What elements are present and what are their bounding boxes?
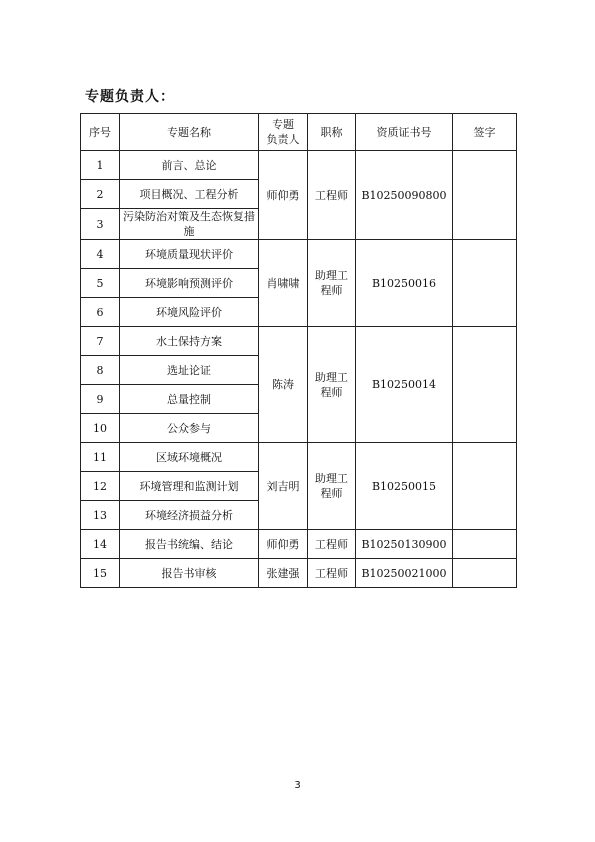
cell-no: 15: [81, 559, 120, 588]
page-number: 3: [294, 780, 301, 791]
cell-title: 工程师: [308, 151, 356, 240]
cell-no: 4: [81, 240, 120, 269]
cell-no: 10: [81, 414, 120, 443]
cell-topic: 环境管理和监测计划: [120, 472, 259, 501]
table-row: [81, 151, 517, 180]
table-body: [81, 151, 517, 588]
cell-topic: 公众参与: [120, 414, 259, 443]
cell-signature[interactable]: [453, 151, 517, 240]
cell-no: 6: [81, 298, 120, 327]
cell-person: 刘吉明: [259, 443, 308, 530]
cell-cert: B10250130900: [356, 530, 453, 559]
cell-title: 工程师: [308, 530, 356, 559]
cell-topic: 报告书审核: [120, 559, 259, 588]
cell-no: 12: [81, 472, 120, 501]
cell-signature[interactable]: [453, 327, 517, 443]
header-title: 职称: [308, 114, 356, 151]
cell-no: 14: [81, 530, 120, 559]
cell-cert: B10250015: [356, 443, 453, 530]
cell-cert: B10250090800: [356, 151, 453, 240]
cell-person: 肖啸啸: [259, 240, 308, 327]
cell-no: 8: [81, 356, 120, 385]
cell-person: 张建强: [259, 559, 308, 588]
cell-no: 13: [81, 501, 120, 530]
cell-topic: 总量控制: [120, 385, 259, 414]
cell-cert: B10250016: [356, 240, 453, 327]
cell-no: 3: [81, 209, 120, 240]
header-cert: 资质证书号: [356, 114, 453, 151]
roster-table: [80, 113, 517, 588]
cell-topic: 项目概况、工程分析: [120, 180, 259, 209]
cell-person: 师仰勇: [259, 151, 308, 240]
section-title: 专题负责人：: [85, 89, 175, 105]
header-person: 专题 负责人: [259, 114, 308, 151]
cell-signature[interactable]: [453, 443, 517, 530]
header-topic: 专题名称: [120, 114, 259, 151]
cell-topic: 环境风险评价: [120, 298, 259, 327]
cell-cert: B10250014: [356, 327, 453, 443]
cell-topic: 环境质量现状评价: [120, 240, 259, 269]
cell-person: 师仰勇: [259, 530, 308, 559]
table-row: [81, 559, 517, 588]
table-row: [81, 327, 517, 356]
table-row: [81, 240, 517, 269]
cell-title: 助理工程师: [308, 327, 356, 443]
cell-signature[interactable]: [453, 240, 517, 327]
cell-title: 工程师: [308, 559, 356, 588]
cell-topic: 环境影响预测评价: [120, 269, 259, 298]
cell-topic: 污染防治对策及生态恢复措施: [120, 209, 259, 240]
cell-no: 5: [81, 269, 120, 298]
cell-signature[interactable]: [453, 559, 517, 588]
cell-topic: 选址论证: [120, 356, 259, 385]
cell-topic: 水土保持方案: [120, 327, 259, 356]
cell-cert: B10250021000: [356, 559, 453, 588]
cell-signature[interactable]: [453, 530, 517, 559]
cell-no: 1: [81, 151, 120, 180]
cell-person: 陈涛: [259, 327, 308, 443]
cell-no: 2: [81, 180, 120, 209]
table-row: [81, 443, 517, 472]
header-signature: 签字: [453, 114, 517, 151]
cell-topic: 报告书统编、结论: [120, 530, 259, 559]
table-row: [81, 530, 517, 559]
cell-topic: 前言、总论: [120, 151, 259, 180]
cell-topic: 区域环境概况: [120, 443, 259, 472]
cell-title: 助理工程师: [308, 240, 356, 327]
header-no: 序号: [81, 114, 120, 151]
table-header-row: [81, 114, 517, 151]
cell-no: 11: [81, 443, 120, 472]
cell-topic: 环境经济损益分析: [120, 501, 259, 530]
cell-no: 9: [81, 385, 120, 414]
cell-title: 助理工程师: [308, 443, 356, 530]
cell-no: 7: [81, 327, 120, 356]
